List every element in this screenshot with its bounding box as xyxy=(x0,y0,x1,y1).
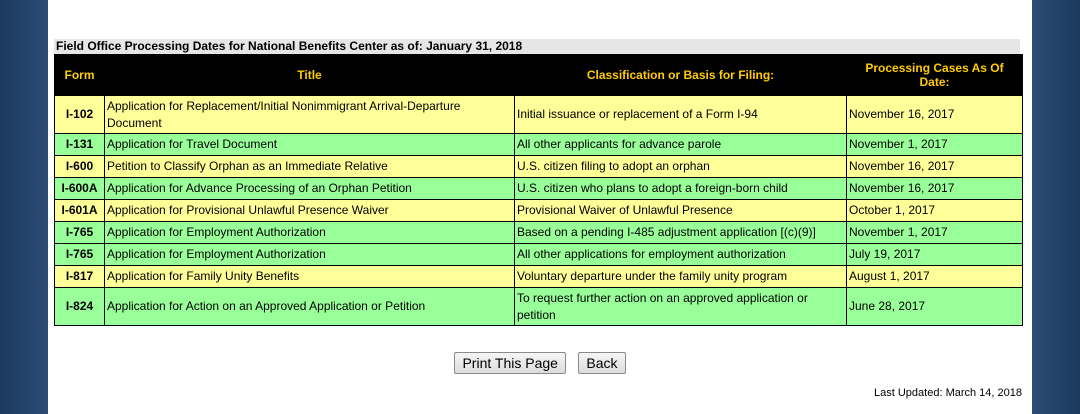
cell-classification: All other applications for employment authorization xyxy=(515,244,847,266)
cell-date: July 19, 2017 xyxy=(847,244,1023,266)
cell-classification: U.S. citizen who plans to adopt a foreign-born child xyxy=(515,178,847,200)
cell-classification: Initial issuance or replacement of a Form I-94 xyxy=(515,96,847,134)
cell-classification: U.S. citizen filing to adopt an orphan xyxy=(515,156,847,178)
last-updated-text: Last Updated: March 14, 2018 xyxy=(874,387,1022,399)
table-caption: Field Office Processing Dates for National Benefits Center as of: January 31, 2018 xyxy=(54,39,1020,54)
cell-date: November 1, 2017 xyxy=(847,222,1023,244)
cell-title: Application for Employment Authorization xyxy=(105,244,515,266)
main-content xyxy=(48,0,1032,414)
header-title: Title xyxy=(105,55,515,96)
cell-classification: Provisional Waiver of Unlawful Presence xyxy=(515,200,847,222)
processing-dates-table xyxy=(54,54,1023,326)
cell-form: I-817 xyxy=(55,266,105,288)
cell-date: August 1, 2017 xyxy=(847,266,1023,288)
table-row xyxy=(55,222,1023,244)
cell-title: Application for Advance Processing of an Orphan Petition xyxy=(105,178,515,200)
cell-date: November 16, 2017 xyxy=(847,96,1023,134)
cell-classification: Based on a pending I-485 adjustment application [(c)(9)] xyxy=(515,222,847,244)
print-page-button[interactable]: Print This Page xyxy=(454,352,565,374)
cell-form: I-765 xyxy=(55,222,105,244)
cell-date: November 16, 2017 xyxy=(847,178,1023,200)
cell-classification: Voluntary departure under the family unity program xyxy=(515,266,847,288)
cell-date: November 1, 2017 xyxy=(847,134,1023,156)
cell-form: I-765 xyxy=(55,244,105,266)
cell-form: I-131 xyxy=(55,134,105,156)
cell-date: November 16, 2017 xyxy=(847,156,1023,178)
cell-date: June 28, 2017 xyxy=(847,288,1023,326)
back-button[interactable]: Back xyxy=(578,352,625,374)
cell-title: Application for Employment Authorization xyxy=(105,222,515,244)
cell-classification: All other applicants for advance parole xyxy=(515,134,847,156)
table-row xyxy=(55,266,1023,288)
button-bar xyxy=(48,352,1032,374)
header-form: Form xyxy=(55,55,105,96)
table-header-row xyxy=(55,55,1023,96)
table-row xyxy=(55,96,1023,134)
cell-form: I-601A xyxy=(55,200,105,222)
cell-form: I-600A xyxy=(55,178,105,200)
cell-form: I-600 xyxy=(55,156,105,178)
header-classification: Classification or Basis for Filing: xyxy=(515,55,847,96)
cell-title: Application for Provisional Unlawful Presence Waiver xyxy=(105,200,515,222)
table-row xyxy=(55,200,1023,222)
cell-title: Application for Family Unity Benefits xyxy=(105,266,515,288)
header-processing-date: Processing Cases As Of Date: xyxy=(847,55,1023,96)
cell-form: I-102 xyxy=(55,96,105,134)
cell-title: Application for Action on an Approved Application or Petition xyxy=(105,288,515,326)
cell-classification: To request further action on an approved application or petition xyxy=(515,288,847,326)
cell-title: Application for Replacement/Initial Nonimmigrant Arrival-Departure Document xyxy=(105,96,515,134)
table-row xyxy=(55,134,1023,156)
cell-title: Petition to Classify Orphan as an Immediate Relative xyxy=(105,156,515,178)
table-row xyxy=(55,244,1023,266)
table-row xyxy=(55,178,1023,200)
cell-date: October 1, 2017 xyxy=(847,200,1023,222)
cell-form: I-824 xyxy=(55,288,105,326)
table-row xyxy=(55,288,1023,326)
table-row xyxy=(55,156,1023,178)
cell-title: Application for Travel Document xyxy=(105,134,515,156)
